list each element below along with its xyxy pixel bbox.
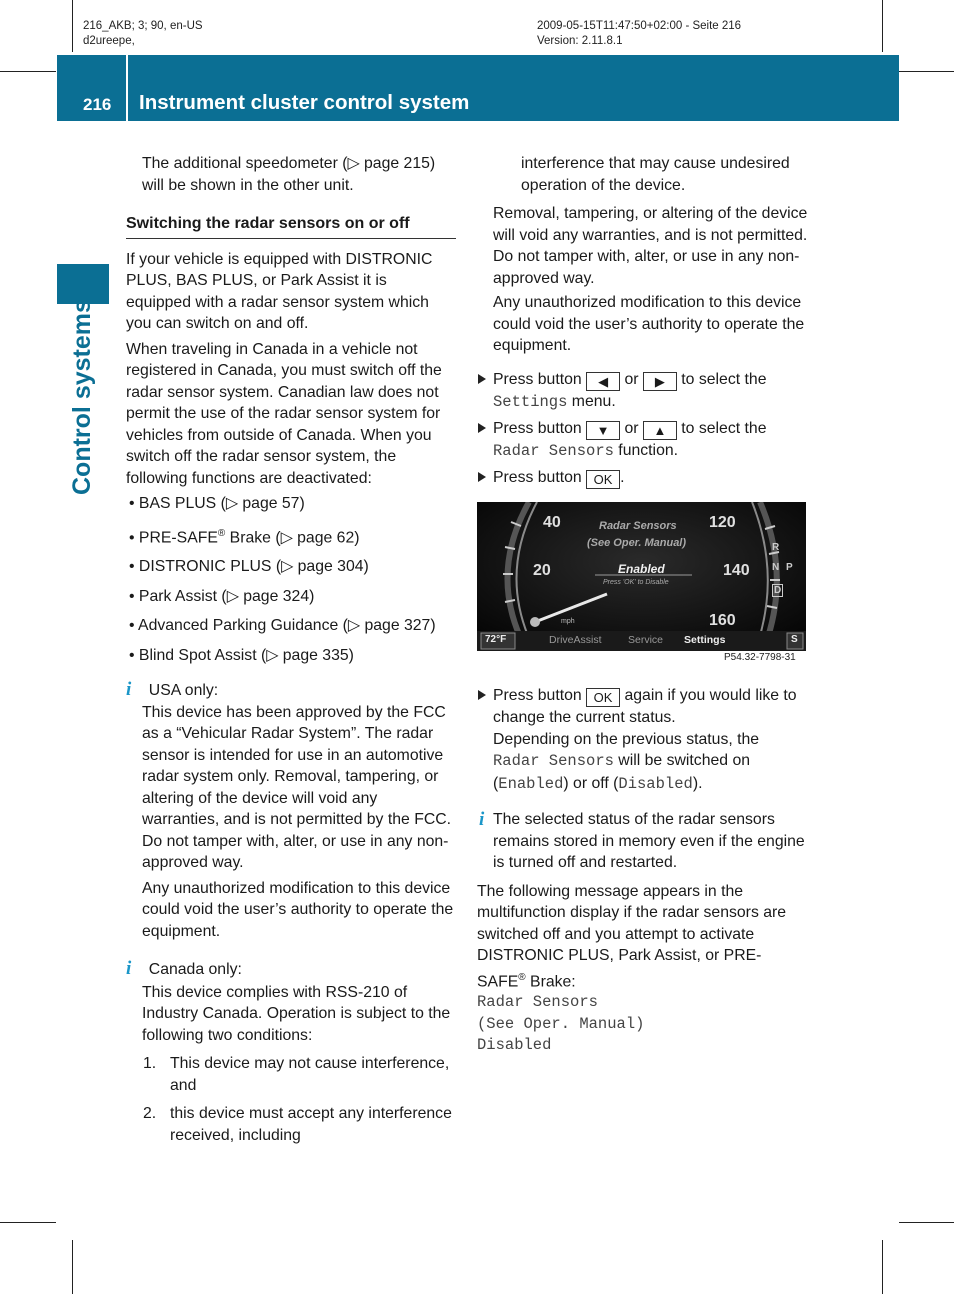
crop-mark <box>882 0 883 52</box>
right-column-lower <box>477 685 809 1057</box>
section-heading: Switching the radar sensors on or off <box>126 213 456 239</box>
crop-mark <box>0 1222 56 1223</box>
step-press-ok <box>477 467 809 489</box>
step-text: Press button <box>493 420 587 437</box>
display-message-line: Radar Sensors <box>477 993 598 1012</box>
print-meta-left-line1: 216_AKB; 3; 90, en-US <box>83 20 203 32</box>
canada-note-title: Canada only: <box>148 961 242 979</box>
speed-label-20: 20 <box>533 562 551 579</box>
step-arrow-icon <box>478 423 486 433</box>
info-icon: i <box>126 679 132 701</box>
message-intro <box>477 881 809 993</box>
step-text: or <box>620 420 643 437</box>
gear-indicator-n: N <box>772 562 780 573</box>
list-item: • DISTRONIC PLUS (▷ page 304) <box>129 558 369 576</box>
display-text-settings: Settings <box>493 392 568 411</box>
speed-label-40: 40 <box>543 514 561 531</box>
canada-note-heading <box>126 958 456 981</box>
info-icon: i <box>479 809 485 830</box>
gear-indicator-p: P <box>786 562 793 573</box>
step-text: function. <box>613 442 679 459</box>
right-column <box>477 153 809 489</box>
header-divider <box>126 55 128 121</box>
step-press-ok-again <box>477 685 809 795</box>
instrument-cluster-image <box>477 502 806 651</box>
deactivated-functions-list <box>126 493 456 666</box>
step-arrow-icon <box>478 472 486 482</box>
display-text-disabled: Disabled <box>618 774 693 793</box>
list-item: • BAS PLUS (▷ page 57) <box>129 495 305 512</box>
step-text: ) or off ( <box>563 774 619 792</box>
step-text: Depending on the previous status, the <box>493 730 760 748</box>
step-text: to select the <box>676 370 767 388</box>
intro-paragraph: The additional speedometer (▷ page 215) will be shown in the other unit. <box>142 155 436 194</box>
step-text: to select the <box>676 420 767 437</box>
step-text: . <box>620 468 625 486</box>
usa-note-text: This device has been approved by the FCC as a “Vehicular Radar System”. The radar sensor is intended for use in an automotive radar system only. Removal, tampering, or altering of the device will void any warranties, and is not permitted by the FCC. Do not tamper with, alter, or use in any non-approved way. <box>142 703 452 872</box>
paragraph-equipment: If your vehicle is equipped with DISTRONIC PLUS, BAS PLUS, or Park Assist it is equipped with a radar sensor system which you can switch on and off. <box>126 250 433 332</box>
message-intro-text: Brake: <box>525 972 576 990</box>
display-line-radar-sensors: Radar Sensors <box>599 520 677 532</box>
crop-mark <box>72 1240 73 1294</box>
outside-temperature: 72°F <box>485 634 507 645</box>
crop-mark <box>882 1240 883 1294</box>
page-number: 216 <box>83 95 112 114</box>
mode-indicator: S <box>791 634 798 645</box>
print-meta-right-line1: 2009-05-15T11:47:50+02:00 - Seite 216 <box>537 20 742 32</box>
menu-driveassist: DriveAssist <box>549 634 602 646</box>
crop-mark <box>72 0 73 52</box>
right-arrow-key: ▶ <box>643 372 677 391</box>
image-caption: P54.32-7798-31 <box>724 652 796 663</box>
gear-indicator-d: D <box>774 585 782 596</box>
step-select-radar-sensors <box>477 418 809 463</box>
condition-item <box>126 1053 456 1096</box>
condition-text: This device may not cause interference, and <box>170 1055 450 1094</box>
paragraph-modification: Any unauthorized modification to this device could void the user’s authority to operate the equipment. <box>493 294 805 354</box>
print-meta-left-line2: d2ureepe, <box>83 35 135 47</box>
crop-mark <box>899 1222 954 1223</box>
display-hint: Press 'OK' to Disable <box>603 579 669 586</box>
speed-label-140: 140 <box>723 562 750 579</box>
condition-number: 1. <box>143 1055 157 1073</box>
side-section-label: Control systems <box>68 299 96 495</box>
info-note-text: The selected status of the radar sensors remains stored in memory even if the engine is turned off and restarted. <box>493 811 805 871</box>
display-text-radar-sensors: Radar Sensors <box>493 752 614 770</box>
side-tab <box>57 264 109 304</box>
list-item-text: • PRE-SAFE <box>129 528 218 546</box>
condition-item <box>126 1103 456 1146</box>
step-text: Press button <box>493 370 587 388</box>
registered-mark: ® <box>217 527 226 539</box>
step-text: ). <box>692 774 703 792</box>
display-line-see-manual: (See Oper. Manual) <box>587 537 687 549</box>
list-item-text: Brake (▷ page 62) <box>225 528 360 546</box>
ok-key: OK <box>586 470 620 489</box>
left-column <box>126 153 456 1146</box>
step-text: Press button <box>493 468 587 486</box>
step-text: or <box>620 370 643 388</box>
crop-mark <box>899 71 954 72</box>
speed-label-120: 120 <box>709 514 736 531</box>
left-arrow-key: ◀ <box>586 372 620 391</box>
condition-text: this device must accept any interference received, including <box>170 1105 452 1144</box>
continued-condition: interference that may cause undesired operation of the device. <box>521 155 790 194</box>
info-icon: i <box>126 958 132 980</box>
usa-note-text-2: Any unauthorized modification to this device could void the user’s authority to operate the equipment. <box>142 879 454 940</box>
step-select-settings <box>477 369 809 414</box>
message-intro-text: The following message appears in the multifunction display if the radar sensors are switched off and you attempt to activate DISTRONIC PLUS, Park Assist, or PRE-SAFE <box>477 882 787 990</box>
display-text-radar-sensors: Radar Sensors <box>493 442 614 460</box>
menu-settings: Settings <box>684 634 726 646</box>
step-text: Press button <box>493 687 587 704</box>
display-message <box>477 992 809 1057</box>
print-meta-right-line2: Version: 2.11.8.1 <box>537 35 623 47</box>
canada-note <box>126 958 456 1146</box>
paragraph-tampering: Removal, tampering, or altering of the device will void any warranties, and is not permitted. Do not tamper with, alter, or use in any non-approved way. <box>493 205 808 287</box>
print-meta-right <box>537 19 741 49</box>
list-item: • Park Assist (▷ page 324) <box>129 587 315 605</box>
step-text: again if you would like to change the current status. <box>493 687 797 726</box>
speed-label-160: 160 <box>709 612 736 629</box>
registered-mark: ® <box>518 971 526 983</box>
print-meta-left <box>83 19 203 49</box>
usa-note-title: USA only: <box>148 682 219 700</box>
up-arrow-key: ▲ <box>643 421 677 440</box>
display-message-line: Disabled <box>477 1036 552 1055</box>
list-item: • Advanced Parking Guidance (▷ page 327) <box>129 617 436 635</box>
display-status-enabled: Enabled <box>618 562 665 576</box>
crop-mark <box>0 71 56 72</box>
gear-indicator-r: R <box>772 542 780 553</box>
usa-note <box>126 679 456 942</box>
usa-note-heading <box>126 679 456 702</box>
down-arrow-key: ▼ <box>586 421 620 440</box>
paragraph-canada: When traveling in Canada in a vehicle not registered in Canada, you must switch off the radar sensor system. Canadian law does not permit the use of the radar sensor system for vehicles from outside of Canada. When you switch off the radar sensor system, the following functions are deactivated: <box>126 340 442 487</box>
menu-service: Service <box>628 634 664 646</box>
step-text: will be switched on ( <box>493 752 751 792</box>
canada-note-text: This device complies with RSS-210 of Industry Canada. Operation is subject to the following two conditions: <box>142 983 451 1044</box>
list-item: • Blind Spot Assist (▷ page 335) <box>129 646 354 664</box>
step-arrow-icon <box>478 690 486 700</box>
list-item <box>129 523 456 549</box>
display-message-line: (See Oper. Manual) <box>477 1014 645 1033</box>
info-note-status <box>477 809 809 874</box>
display-text-enabled: Enabled <box>498 774 564 793</box>
condition-number: 2. <box>143 1105 157 1123</box>
step-text: menu. <box>567 392 616 410</box>
page-title: Instrument cluster control system <box>139 91 470 114</box>
mph-label: mph <box>561 618 575 625</box>
ok-key: OK <box>586 688 620 707</box>
step-arrow-icon <box>478 374 486 384</box>
